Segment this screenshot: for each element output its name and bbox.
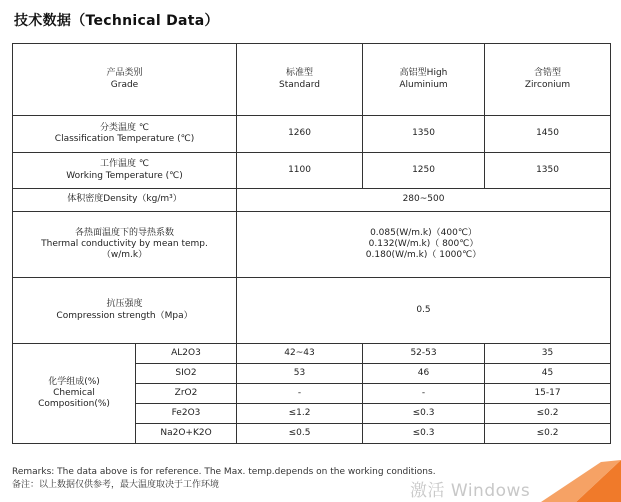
windows-activation-watermark: 激活 Windows [410, 481, 531, 501]
compression-label-en: Compression strength（Mpa） [56, 310, 193, 321]
chemical-label-cn: 化学组成(%) [48, 376, 100, 387]
page-title: 技术数据（Technical Data） [14, 13, 219, 29]
working-label-cn: 工作温度 ℃ [100, 159, 149, 170]
density-value: 280~500 [237, 189, 611, 212]
compression-value: 0.5 [237, 278, 611, 344]
compression-label-cn: 抗压强度 [106, 299, 143, 310]
classification-label-en: Classification Temperature (℃) [54, 134, 195, 144]
grade-header [13, 44, 237, 116]
zirconium-header [485, 44, 611, 116]
compression-row [13, 278, 611, 344]
high-al-label-cn: 高铝型High [399, 68, 448, 79]
technical-data-table [12, 43, 611, 444]
chem-high-al: 46 [363, 364, 485, 384]
chem-zr: 45 [485, 364, 611, 384]
thermal-values [237, 212, 611, 278]
thermal-label-cn: 各热面温度下的导热系数 [75, 227, 175, 238]
chem-name: AL2O3 [136, 344, 237, 364]
chem-zr: ≤0.2 [485, 424, 611, 444]
chem-standard: ≤0.5 [237, 424, 363, 444]
classification-label-cn: 分类温度 ℃ [100, 122, 149, 133]
chem-name: Na2O+K2O [136, 424, 237, 444]
compression-label [13, 278, 237, 344]
working-label [13, 153, 237, 189]
classification-high-al: 1350 [363, 116, 485, 153]
chem-name: Fe2O3 [136, 404, 237, 424]
chem-standard: - [237, 384, 363, 404]
chemical-label-en1: Chemical [53, 387, 95, 398]
chem-row-al2o3 [13, 344, 611, 364]
zr-label-en: Zirconium [524, 79, 571, 90]
high-al-label-en: Aluminium [399, 79, 448, 90]
working-zr: 1350 [485, 153, 611, 189]
classification-row [13, 116, 611, 153]
high-aluminium-header [363, 44, 485, 116]
density-label: 体积密度Density（kg/m³） [13, 189, 237, 212]
standard-label-en: Standard [279, 79, 320, 90]
thermal-label-unit: （w/m.k） [101, 250, 148, 261]
chem-high-al: 52-53 [363, 344, 485, 364]
thermal-row [13, 212, 611, 278]
classification-standard: 1260 [237, 116, 363, 153]
thermal-value-800: 0.132(W/m.k)（ 800℃） [368, 238, 479, 249]
classification-zr: 1450 [485, 116, 611, 153]
thermal-value-1000: 0.180(W/m.k)（ 1000℃） [365, 250, 482, 261]
classification-label [13, 116, 237, 153]
chem-zr: 15-17 [485, 384, 611, 404]
chem-zr: ≤0.2 [485, 404, 611, 424]
density-row [13, 189, 611, 212]
chem-standard: 42~43 [237, 344, 363, 364]
chem-high-al: - [363, 384, 485, 404]
header-row [13, 44, 611, 116]
thermal-value-400: 0.085(W/m.k)（400℃） [370, 227, 477, 238]
working-high-al: 1250 [363, 153, 485, 189]
chem-name: SIO2 [136, 364, 237, 384]
chem-standard: 53 [237, 364, 363, 384]
thermal-label [13, 212, 237, 278]
chemical-label [13, 344, 136, 444]
standard-header [237, 44, 363, 116]
remarks-cn: 备注：以上数据仅供参考，最大温度取决于工作环境 [12, 480, 220, 490]
zr-label-cn: 含锆型 [534, 68, 562, 79]
remarks-en: Remarks: The data above is for reference. The Max. temp.depends on the working conditions. [12, 467, 436, 477]
remarks [12, 466, 436, 492]
chem-high-al: ≤0.3 [363, 424, 485, 444]
standard-label-cn: 标准型 [286, 68, 314, 79]
working-label-en: Working Temperature (℃) [66, 170, 183, 181]
chem-high-al: ≤0.3 [363, 404, 485, 424]
thermal-label-en: Thermal conductivity by mean temp. [41, 238, 208, 249]
grade-label-en: Grade [110, 79, 139, 90]
chem-standard: ≤1.2 [237, 404, 363, 424]
working-row [13, 153, 611, 189]
chem-name: ZrO2 [136, 384, 237, 404]
chem-zr: 35 [485, 344, 611, 364]
grade-label-cn: 产品类别 [106, 68, 143, 79]
working-standard: 1100 [237, 153, 363, 189]
chemical-label-en2: Composition(%) [38, 399, 110, 410]
